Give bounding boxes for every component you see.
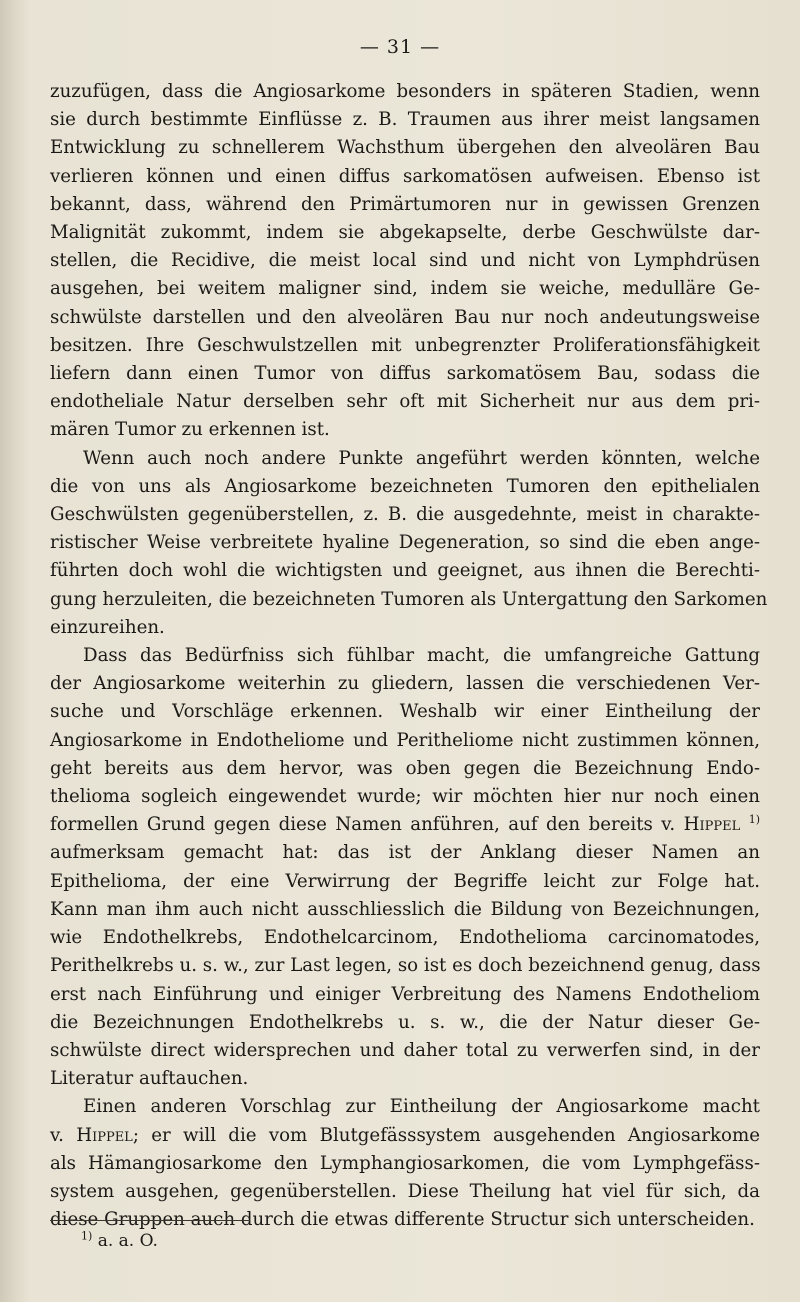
text-line: Wenn auch noch andere Punkte angeführt werden könnten, welche — [83, 447, 760, 469]
text-line: wie Endothelkrebs, Endothelcarcinom, Endothelioma carcinomatodes, — [50, 927, 760, 949]
text-line-with-citation — [50, 811, 760, 839]
text-line: Literatur auftauchen. — [50, 1068, 249, 1090]
text-line: Geschwülsten gegenüberstellen, z. B. die ausgedehnte, meist in charakte- — [50, 504, 760, 526]
citation-prefix: v. — [50, 1124, 77, 1146]
text-line: Perithelkrebs u. s. w., zur Last legen, so ist es doch bezeichnend genug, dass — [50, 955, 761, 977]
text-line: erst nach Einführung und einiger Verbreitung des Namens Endotheliom — [50, 983, 760, 1005]
text-line: diese Gruppen auch durch die etwas differente Structur sich unterscheiden. — [50, 1209, 755, 1231]
body-text — [50, 78, 768, 1234]
text-line: gung herzuleiten, die bezeichneten Tumoren als Untergattung den Sarkomen — [50, 588, 768, 610]
footnote-marker: 1) — [81, 1229, 93, 1243]
text-line: als Hämangiosarkome den Lymphangiosarkomen, die vom Lymphgefäss- — [50, 1152, 760, 1174]
text-line-with-citation — [50, 1122, 760, 1150]
text-line: Epithelioma, der eine Verwirrung der Begriffe leicht zur Folge hat. — [50, 870, 760, 892]
text-line: zuzufügen, dass die Angiosarkome besonders in späteren Stadien, wenn — [50, 81, 760, 102]
text-line: besitzen. Ihre Geschwulstzellen mit unbegrenzter Proliferationsfähigkeit — [50, 334, 760, 356]
text-line: geht bereits aus dem hervor, was oben gegen die Bezeichnung Endo- — [50, 757, 760, 779]
text-line: ausgehen, bei weitem maligner sind, indem sie weiche, medulläre Ge- — [50, 278, 760, 300]
citation-name: Hippel — [683, 814, 741, 836]
text-line: suche und Vorschläge erkennen. Weshalb wir einer Eintheilung der — [50, 701, 760, 723]
text-line: sie durch bestimmte Einflüsse z. B. Traumen aus ihrer meist langsamen — [50, 109, 760, 131]
text-line: aufmerksam gemacht hat: das ist der Anklang dieser Namen an — [50, 842, 760, 864]
text-line: Dass das Bedürfniss sich fühlbar macht, die umfangreiche Gattung — [83, 645, 760, 667]
text-line: schwülste direct widersprechen und daher total zu verwerfen sind, in der — [50, 1039, 760, 1061]
paragraph-3 — [50, 642, 760, 1093]
text-line: formellen Grund gegen diese Namen anführen, auf den bereits v. — [50, 814, 684, 836]
text-line: Kann man ihm auch nicht ausschliesslich die Bildung von Bezeichnungen, — [50, 898, 760, 920]
text-line: verlieren können und einen diffus sarkomatösen aufweisen. Ebenso ist — [50, 165, 760, 187]
footnote-text: a. a. O. — [92, 1231, 158, 1251]
text-line: stellen, die Recidive, die meist local sind und nicht von Lymphdrüsen — [50, 250, 760, 272]
footnote-divider — [50, 1220, 250, 1221]
text-line: die Bezeichnungen Endothelkrebs u. s. w., die der Natur dieser Ge- — [50, 1011, 760, 1033]
text-line: der Angiosarkome weiterhin zu gliedern, lassen die verschiedenen Ver- — [50, 673, 760, 695]
paragraph-1 — [50, 78, 760, 445]
text-line: bekannt, dass, während den Primärtumoren nur in gewissen Grenzen — [50, 193, 760, 215]
text-line: thelioma sogleich eingewendet wurde; wir möchten hier nur noch einen — [50, 786, 760, 808]
paragraph-2 — [50, 445, 768, 642]
footnote-marker: 1) — [748, 813, 760, 827]
text-line: endotheliale Natur derselben sehr oft mit Sicherheit nur aus dem pri- — [50, 391, 760, 413]
text-line: Malignität zukommt, indem sie abgekapselte, derbe Geschwülste dar- — [50, 222, 760, 244]
citation-name: Hippel — [76, 1124, 133, 1146]
paragraph-4 — [50, 1093, 760, 1234]
text-line: Einen anderen Vorschlag zur Eintheilung der Angiosarkome macht — [83, 1096, 760, 1118]
text-line: führten doch wohl die wichtigsten und geeignet, aus ihnen die Berechti- — [50, 560, 760, 582]
text-line: die von uns als Angiosarkome bezeichneten Tumoren den epithelialen — [50, 475, 760, 497]
text-line: schwülste darstellen und den alveolären Bau nur noch andeutungsweise — [50, 306, 760, 328]
text-line: ; er will die vom Blutgefässsystem ausgehenden Angiosarkome — [132, 1124, 761, 1146]
footnote — [81, 1230, 158, 1252]
text-line: liefern dann einen Tumor von diffus sarkomatösem Bau, sodass die — [50, 363, 760, 385]
text-line: ristischer Weise verbreitete hyaline Degeneration, so sind die eben ange- — [50, 532, 760, 554]
text-line: mären Tumor zu erkennen ist. — [50, 419, 330, 441]
page-number: — 31 — — [359, 36, 441, 58]
text-line: system ausgehen, gegenüberstellen. Diese Theilung hat viel für sich, da — [50, 1180, 760, 1202]
text-line: einzureihen. — [50, 616, 165, 638]
text-line: Angiosarkome in Endotheliome und Peritheliome nicht zustimmen können, — [50, 729, 760, 751]
text-line: Entwicklung zu schnellerem Wachsthum übergehen den alveolären Bau — [50, 137, 760, 159]
